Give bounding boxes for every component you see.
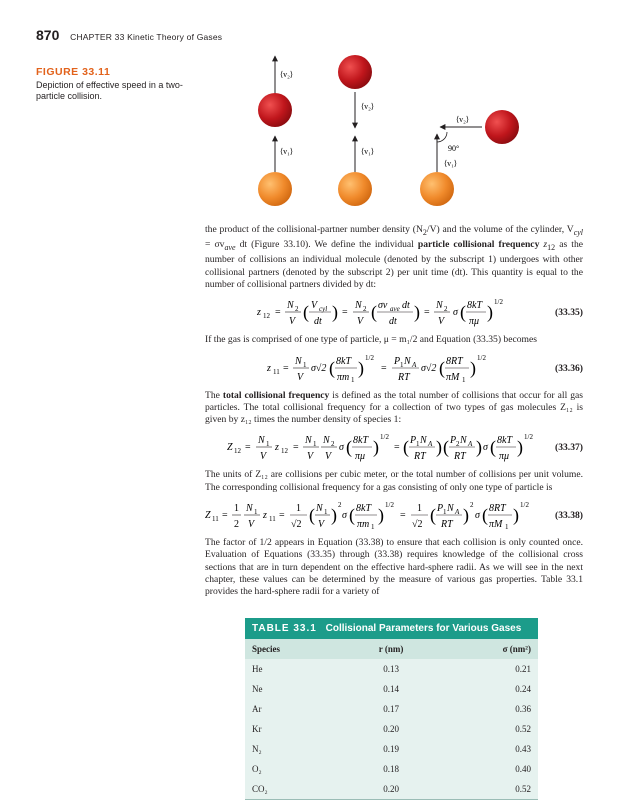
svg-text:1: 1 <box>371 523 375 532</box>
svg-text:1/2: 1/2 <box>477 353 486 362</box>
cross-section-cell: 0.52 <box>437 779 538 800</box>
svg-text:N: N <box>420 435 427 447</box>
svg-text:1: 1 <box>351 375 355 384</box>
orange-particle-1 <box>258 172 292 206</box>
table-header-row <box>245 639 538 659</box>
svg-text:1/2: 1/2 <box>524 433 533 442</box>
species-cell: N₂ <box>252 744 262 754</box>
svg-text:8RT: 8RT <box>489 503 506 515</box>
radius-cell: 0.17 <box>383 704 399 714</box>
svg-text:Z: Z <box>205 510 211 522</box>
svg-text:8kT: 8kT <box>467 300 482 312</box>
angle-label: 90° <box>448 144 460 153</box>
red-particle-3 <box>485 110 519 144</box>
svg-text:): ) <box>414 302 420 323</box>
svg-text:σ: σ <box>453 307 458 319</box>
svg-text:(: ( <box>346 437 352 458</box>
table-row <box>245 759 538 779</box>
svg-text:1/2: 1/2 <box>494 298 503 307</box>
svg-text:1: 1 <box>417 503 422 515</box>
svg-text:V: V <box>325 451 332 463</box>
svg-text:1/2: 1/2 <box>380 433 389 442</box>
svg-text:V: V <box>311 300 318 312</box>
collision-diagram <box>230 44 560 219</box>
cross-section-cell: 0.43 <box>515 744 531 754</box>
svg-text:(: ( <box>490 437 496 458</box>
cross-section-cell: 0.40 <box>515 764 531 774</box>
svg-text:σ: σ <box>339 442 344 454</box>
radius-cell: 0.13 <box>383 664 399 674</box>
svg-text:σ: σ <box>342 510 347 522</box>
svg-text:8kT: 8kT <box>497 435 512 447</box>
collisional-parameters-table <box>245 618 538 800</box>
page-number: 870 <box>36 27 60 43</box>
svg-text:2: 2 <box>470 501 474 510</box>
svg-text:8kT: 8kT <box>336 355 351 367</box>
radius-cell: 0.19 <box>383 744 399 754</box>
svg-text:1: 1 <box>462 375 466 384</box>
svg-text:RT: RT <box>414 451 426 463</box>
svg-text:N: N <box>305 435 312 447</box>
paragraph-1: the product of the collisional-partner number density $(N_2/V)$ and the volume of the cylinder, $V_{cyl} = \sigma v_{ave}$ dt (Figure 33.10). We define the individual particle collisional frequency $z_{12}$ as the number of collisions an individual molecule (denoted by the subscript 1) undergoes with other collisional partners (denoted by the subscript 2) per unit time (dt). This quantity is equal to the number of collisional partners divided by dt: <box>205 224 584 290</box>
svg-text:): ) <box>513 505 519 526</box>
cross-section-cell: 0.24 <box>515 684 531 694</box>
svg-text:z: z <box>275 442 279 454</box>
svg-text:N: N <box>316 503 323 515</box>
svg-text:V: V <box>307 451 314 463</box>
table-number: TABLE 33.1 <box>252 623 317 634</box>
svg-text:√2: √2 <box>412 519 423 531</box>
svg-text:P: P <box>450 435 457 447</box>
equation-number: (33.38) <box>555 510 583 522</box>
paragraph-5: The factor of 1/2 appears in Equation (33.38) to ensure that each collision is only counted once. Evaluation of Equations (33.35) through (33.38) requires knowledge of the collisional cross sections that are in turn dependent on the effective hard-sphere radii. As we will see in the next chapter, these values can be determined by the measure of various gas properties. Table 33.1 provides the hard-sphere radii for a variety of <box>205 537 583 598</box>
svg-text:N: N <box>460 435 467 447</box>
svg-text:(: ( <box>371 302 377 323</box>
svg-text:1: 1 <box>416 440 420 449</box>
svg-text:(: ( <box>349 505 355 526</box>
paragraph-3: The total collisional frequency is defined as the total number of collisions that occur for all gas particles. The total collisional frequency for a collection of two types of gas molecules Z₁₂ is given by z₁₂ times the number density of species 1: <box>205 389 583 426</box>
svg-text:σ: σ <box>483 442 488 454</box>
page-header <box>36 27 222 43</box>
svg-text:12: 12 <box>234 447 241 456</box>
table-row <box>245 779 538 800</box>
table-row <box>245 659 538 679</box>
svg-text:V: V <box>260 451 267 463</box>
v2-label-1: ⟨v₂⟩ <box>280 70 294 79</box>
right-angle-arc <box>437 132 447 142</box>
svg-text:N: N <box>287 300 294 312</box>
svg-text:8kT: 8kT <box>356 503 371 515</box>
table-title-bar <box>245 618 538 639</box>
svg-text:N: N <box>323 435 330 447</box>
svg-text:A: A <box>412 360 417 369</box>
svg-text:πm: πm <box>357 519 370 531</box>
svg-text:N: N <box>436 300 443 312</box>
svg-text:1: 1 <box>505 523 509 532</box>
svg-text:P: P <box>410 435 417 447</box>
figure-caption: Depiction of effective speed in a two-particle collision. <box>36 80 183 101</box>
table-row <box>245 679 538 699</box>
svg-text:A: A <box>428 440 433 449</box>
svg-text:=: = <box>279 510 285 522</box>
svg-text:2: 2 <box>456 440 460 449</box>
svg-text:Z: Z <box>227 442 233 454</box>
v2-label-3: ⟨v₂⟩ <box>456 115 470 124</box>
svg-text:πμ: πμ <box>469 316 480 328</box>
svg-text:dt: dt <box>314 316 322 328</box>
svg-text:2: 2 <box>444 305 448 314</box>
svg-text:(: ( <box>460 302 466 323</box>
svg-text:12: 12 <box>281 447 288 456</box>
chapter-title: CHAPTER 33 Kinetic Theory of Gases <box>70 32 223 42</box>
svg-text:cyl: cyl <box>319 305 328 314</box>
svg-text:): ) <box>470 357 476 378</box>
red-particle-2 <box>338 55 372 89</box>
radius-cell: 0.20 <box>383 724 399 734</box>
svg-text:N: N <box>447 503 454 515</box>
term-particle-collisional-frequency: particle collisional frequency <box>417 239 540 251</box>
svg-text:N: N <box>246 503 253 515</box>
table-row <box>245 719 538 739</box>
svg-text:(: ( <box>329 357 335 378</box>
svg-text:=: = <box>381 362 387 374</box>
equation-33-37-math <box>205 430 535 466</box>
term-total-collisional-frequency: total collisional frequency <box>222 389 330 401</box>
paragraph-4: The units of Z₁₂ are collisions per cubic meter, or the total number of collisions per unit volume. The corresponding collisional frequency for a gas consisting of only one type of particle is <box>205 469 583 493</box>
svg-text:=: = <box>275 307 281 319</box>
body-text <box>205 224 583 599</box>
svg-text:(: ( <box>303 302 309 323</box>
svg-text:σ√2: σ√2 <box>311 362 327 374</box>
species-cell: Ar <box>252 704 262 714</box>
svg-text:V: V <box>248 519 255 531</box>
svg-text:dt: dt <box>389 316 397 328</box>
svg-text:1: 1 <box>296 503 301 515</box>
svg-text:): ) <box>373 437 379 458</box>
table-title: Collisional Parameters for Various Gases <box>325 623 522 634</box>
col-header-radius: r (nm) <box>345 639 437 659</box>
svg-text:1: 1 <box>234 503 239 515</box>
svg-text:2: 2 <box>331 440 335 449</box>
equation-33-35-math <box>205 295 505 331</box>
svg-text:V: V <box>289 316 296 328</box>
radius-cell: 0.18 <box>383 764 399 774</box>
svg-text:V: V <box>357 316 364 328</box>
svg-text:(: ( <box>482 505 488 526</box>
svg-text:πM: πM <box>489 519 503 531</box>
equation-33-36-math <box>205 351 505 387</box>
svg-text:11: 11 <box>273 367 280 376</box>
svg-text:1: 1 <box>313 440 317 449</box>
svg-text:N: N <box>355 300 362 312</box>
svg-text:1/2: 1/2 <box>520 501 529 510</box>
svg-text:σv: σv <box>378 300 388 312</box>
svg-text:A: A <box>455 508 460 517</box>
species-cell: O₂ <box>252 764 262 774</box>
svg-text:): ) <box>476 437 482 458</box>
svg-text:πm: πm <box>337 371 350 383</box>
svg-text:P: P <box>437 503 444 515</box>
equation-33-38 <box>205 498 583 534</box>
equation-33-38-math <box>205 498 535 534</box>
v1-label-1: ⟨v₁⟩ <box>280 147 294 156</box>
svg-text:2: 2 <box>338 501 342 510</box>
species-cell: Ne <box>252 684 263 694</box>
svg-text:1: 1 <box>324 508 328 517</box>
svg-text:=: = <box>342 307 348 319</box>
species-cell: He <box>252 664 263 674</box>
v1-label-3: ⟨v₁⟩ <box>444 159 458 168</box>
svg-text:2: 2 <box>363 305 367 314</box>
svg-text:): ) <box>517 437 523 458</box>
orange-particle-3 <box>420 172 454 206</box>
svg-text:=: = <box>394 442 400 454</box>
svg-text:): ) <box>378 505 384 526</box>
svg-text:): ) <box>487 302 493 323</box>
svg-text:12: 12 <box>263 312 270 321</box>
svg-text:N: N <box>404 355 411 367</box>
svg-text:RT: RT <box>398 371 410 383</box>
cross-section-cell: 0.36 <box>515 704 531 714</box>
equation-number: (33.37) <box>555 442 583 454</box>
svg-text:(: ( <box>309 505 315 526</box>
equation-33-35 <box>205 295 583 331</box>
svg-text:RT: RT <box>441 519 453 531</box>
svg-text:V: V <box>318 519 325 531</box>
svg-text:V: V <box>297 371 304 383</box>
svg-text:πM: πM <box>446 371 460 383</box>
equation-33-37 <box>205 430 583 466</box>
svg-text:8kT: 8kT <box>353 435 368 447</box>
svg-text:P: P <box>394 355 401 367</box>
cross-section-cell: 0.52 <box>515 724 531 734</box>
svg-text:√2: √2 <box>291 519 302 531</box>
svg-text:11: 11 <box>269 515 276 524</box>
svg-text:dt: dt <box>402 300 410 312</box>
cross-section-cell: 0.21 <box>515 664 531 674</box>
svg-text:σ: σ <box>475 510 480 522</box>
svg-text:1/2: 1/2 <box>365 353 374 362</box>
svg-text:): ) <box>436 437 442 458</box>
svg-text:=: = <box>283 362 289 374</box>
svg-text:1: 1 <box>400 360 404 369</box>
svg-text:8RT: 8RT <box>446 355 463 367</box>
equation-number: (33.36) <box>555 362 583 374</box>
svg-text:z: z <box>267 362 271 374</box>
svg-text:=: = <box>222 510 228 522</box>
svg-text:V: V <box>438 316 445 328</box>
svg-text:N: N <box>295 355 302 367</box>
paragraph-2: If the gas is comprised of one type of particle, μ = m₁/2 and Equation (33.35) becomes <box>205 334 538 346</box>
col-header-species: Species <box>245 639 345 659</box>
svg-text:N: N <box>258 435 265 447</box>
col-header-cross-section: σ (nm²) <box>437 639 538 659</box>
svg-text:A: A <box>468 440 473 449</box>
red-particle-1 <box>258 93 292 127</box>
v2-label-2: ⟨v₂⟩ <box>361 102 375 111</box>
svg-text:(: ( <box>443 437 449 458</box>
svg-text:(: ( <box>430 505 436 526</box>
svg-text:): ) <box>463 505 469 526</box>
collision-figure <box>230 44 560 224</box>
svg-text:1: 1 <box>266 440 270 449</box>
svg-text:1: 1 <box>303 360 307 369</box>
svg-text:=: = <box>245 442 251 454</box>
svg-text:): ) <box>331 505 337 526</box>
equation-33-36 <box>205 351 583 387</box>
svg-text:1: 1 <box>254 508 258 517</box>
svg-text:=: = <box>424 307 430 319</box>
table-row <box>245 699 538 719</box>
svg-text:z: z <box>263 510 267 522</box>
radius-cell: 0.20 <box>345 779 437 800</box>
svg-text:RT: RT <box>454 451 466 463</box>
svg-text:): ) <box>358 357 364 378</box>
svg-text:11: 11 <box>212 515 219 524</box>
radius-cell: 0.14 <box>383 684 399 694</box>
species-cell: CO₂ <box>245 779 345 800</box>
svg-text:z: z <box>257 307 261 319</box>
svg-text:=: = <box>293 442 299 454</box>
v1-label-2: ⟨v₁⟩ <box>361 147 375 156</box>
figure-label: FIGURE 33.11 <box>36 66 111 78</box>
svg-text:(: ( <box>403 437 409 458</box>
svg-text:πμ: πμ <box>355 451 366 463</box>
equation-number: (33.35) <box>555 307 583 319</box>
svg-text:πμ: πμ <box>499 451 510 463</box>
svg-text:=: = <box>400 510 406 522</box>
svg-text:1: 1 <box>443 508 447 517</box>
table-row <box>245 739 538 759</box>
species-cell: Kr <box>252 724 262 734</box>
svg-text:2: 2 <box>295 305 299 314</box>
svg-text:): ) <box>332 302 338 323</box>
svg-text:(: ( <box>439 357 445 378</box>
svg-text:1/2: 1/2 <box>385 501 394 510</box>
svg-text:2: 2 <box>234 519 239 531</box>
svg-text:ave: ave <box>390 305 400 314</box>
svg-text:σ√2: σ√2 <box>421 362 437 374</box>
orange-particle-2 <box>338 172 372 206</box>
